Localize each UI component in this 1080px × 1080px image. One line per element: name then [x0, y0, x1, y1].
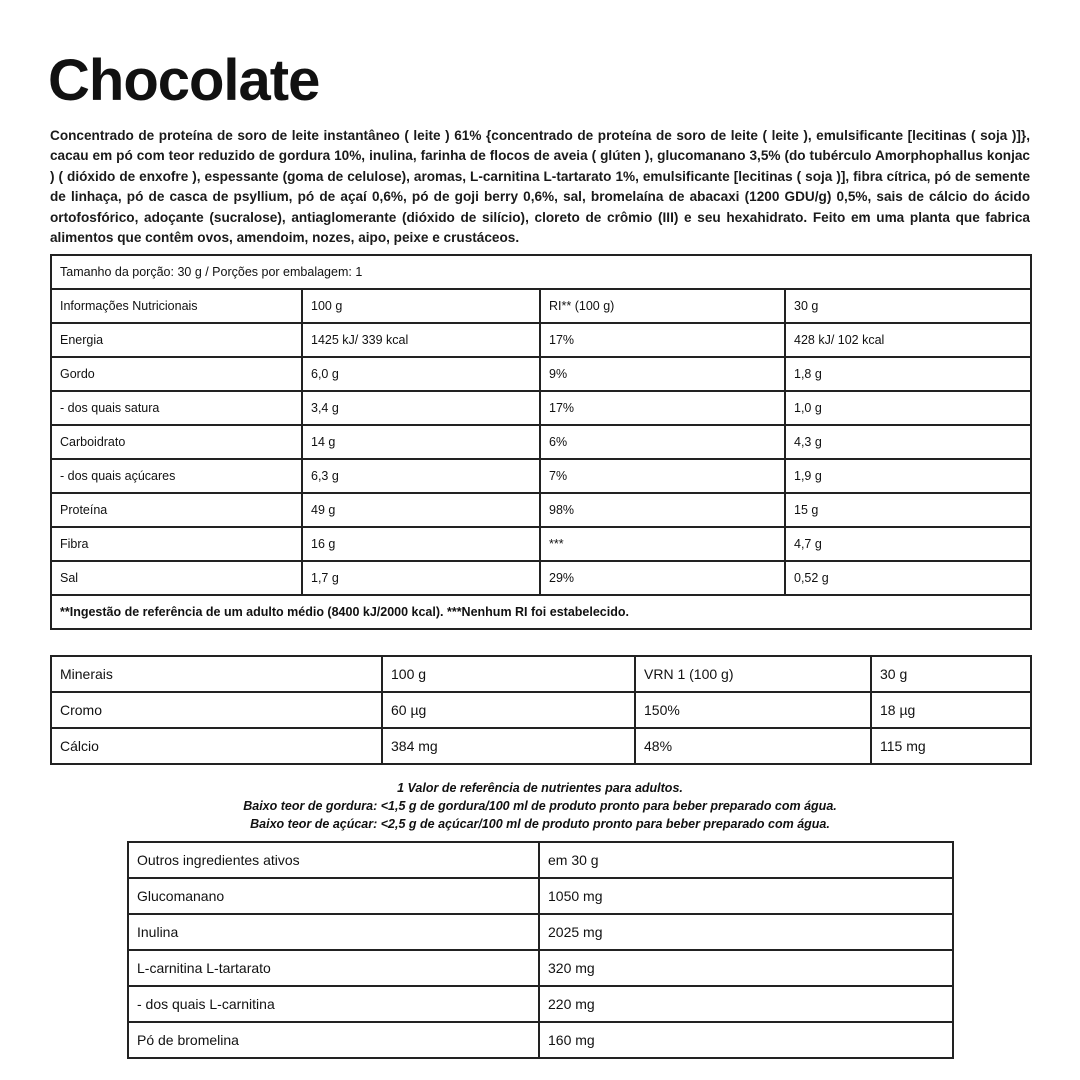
header-cell: em 30 g: [539, 842, 953, 878]
note-line: Baixo teor de gordura: <1,5 g de gordura/100 ml de produto pronto para beber preparado com água.: [243, 799, 837, 813]
table-header-row: [51, 656, 1031, 692]
table-cell: Pó de bromelina: [128, 1022, 539, 1058]
table-cell: Inulina: [128, 914, 539, 950]
table-row: [51, 493, 1031, 527]
table-cell: L-carnitina L-tartarato: [128, 950, 539, 986]
table-cell: 17%: [540, 323, 785, 357]
table-row: [51, 323, 1031, 357]
table-cell: Cálcio: [51, 728, 382, 764]
table-cell: 16 g: [302, 527, 540, 561]
minerals-table: [50, 655, 1032, 765]
table-row: [51, 391, 1031, 425]
table-cell: - dos quais açúcares: [51, 459, 302, 493]
header-cell: 100 g: [302, 289, 540, 323]
table-cell: ***: [540, 527, 785, 561]
notes: [0, 779, 1080, 833]
header-cell: 30 g: [871, 656, 1031, 692]
table-cell: Carboidrato: [51, 425, 302, 459]
table-cell: 2025 mg: [539, 914, 953, 950]
table-cell: 6,0 g: [302, 357, 540, 391]
header-cell: 100 g: [382, 656, 635, 692]
header-cell: Minerais: [51, 656, 382, 692]
table-cell: Energia: [51, 323, 302, 357]
table-row: [51, 527, 1031, 561]
table-cell: 220 mg: [539, 986, 953, 1022]
table-cell: 29%: [540, 561, 785, 595]
serving-cell: Tamanho da porção: 30 g / Porções por embalagem: 1: [51, 255, 1031, 289]
table-cell: - dos quais satura: [51, 391, 302, 425]
table-cell: 6%: [540, 425, 785, 459]
ingredients-text: Concentrado de proteína de soro de leite instantâneo ( leite ) 61% {concentrado de proteína de soro de leite ( leite ), emulsificante [lecitinas ( soja )]}, cacau em pó com teor reduzido de gordura 10%, inulina, farinha de flocos de aveia ( glúten ), glucomanano 3,5% (do tubérculo Amorphophallus konjac ) ( dióxido de enxofre ), espessante (goma de celulose), aromas, L-carnitina L-tartarato 1%, emulsificante [lecitinas ( soja )], fibra cítrica, pó de semente de linhaça, pó de casca de psyllium, pó de açaí 0,6%, pó de goji berry 0,6%, sal, bromelaína de abacaxi (1200 GDU/g) 0,5%, sais de cálcio do ácido ortofosfórico, adoçante (sucralose), antiaglomerante (dióxido de silício), cloreto de crômio (III) e seu hexahidrato. Feito em uma planta que fabrica alimentos que contêm ovos, amendoim, nozes, aipo, peixe e crustáceos.: [50, 128, 1030, 246]
table-cell: 49 g: [302, 493, 540, 527]
table-cell: Sal: [51, 561, 302, 595]
note-line: Baixo teor de açúcar: <2,5 g de açúcar/100 ml de produto pronto para beber preparado com água.: [250, 817, 830, 831]
table-cell: 6,3 g: [302, 459, 540, 493]
table-row: [51, 425, 1031, 459]
table-cell: 14 g: [302, 425, 540, 459]
header-cell: 30 g: [785, 289, 1031, 323]
table-cell: Cromo: [51, 692, 382, 728]
table-cell: - dos quais L-carnitina: [128, 986, 539, 1022]
note-line: 1 Valor de referência de nutrientes para adultos.: [397, 781, 683, 795]
table-cell: 98%: [540, 493, 785, 527]
table-cell: Glucomanano: [128, 878, 539, 914]
footnote-row: [51, 595, 1031, 629]
table-cell: 1050 mg: [539, 878, 953, 914]
table-cell: 1,0 g: [785, 391, 1031, 425]
header-cell: Outros ingredientes ativos: [128, 842, 539, 878]
table-cell: 1425 kJ/ 339 kcal: [302, 323, 540, 357]
table-cell: 9%: [540, 357, 785, 391]
table-cell: 428 kJ/ 102 kcal: [785, 323, 1031, 357]
table-row: [51, 459, 1031, 493]
table-header-row: [51, 289, 1031, 323]
serving-row: [51, 255, 1031, 289]
table-cell: 160 mg: [539, 1022, 953, 1058]
table-row: [128, 950, 953, 986]
table-cell: 4,3 g: [785, 425, 1031, 459]
table-cell: 4,7 g: [785, 527, 1031, 561]
table-cell: 17%: [540, 391, 785, 425]
table-cell: Fibra: [51, 527, 302, 561]
table-cell: 60 µg: [382, 692, 635, 728]
header-cell: VRN 1 (100 g): [635, 656, 871, 692]
header-cell: RI** (100 g): [540, 289, 785, 323]
header-cell: Informações Nutricionais: [51, 289, 302, 323]
table-row: [128, 1022, 953, 1058]
table-cell: 1,8 g: [785, 357, 1031, 391]
table-row: [51, 357, 1031, 391]
table-row: [51, 728, 1031, 764]
table-row: [51, 561, 1031, 595]
nutrition-table: [50, 254, 1032, 630]
table-row: [51, 692, 1031, 728]
page-title: Chocolate: [48, 48, 320, 113]
table-cell: 18 µg: [871, 692, 1031, 728]
table-cell: 15 g: [785, 493, 1031, 527]
table-cell: 7%: [540, 459, 785, 493]
table-cell: 320 mg: [539, 950, 953, 986]
table-row: [128, 914, 953, 950]
table-cell: 48%: [635, 728, 871, 764]
table-cell: 150%: [635, 692, 871, 728]
table-cell: 384 mg: [382, 728, 635, 764]
other-ingredients-table: [127, 841, 954, 1059]
table-cell: 0,52 g: [785, 561, 1031, 595]
table-cell: Gordo: [51, 357, 302, 391]
table-cell: 1,9 g: [785, 459, 1031, 493]
table-cell: 1,7 g: [302, 561, 540, 595]
table-cell: Proteína: [51, 493, 302, 527]
table-cell: 3,4 g: [302, 391, 540, 425]
table-header-row: [128, 842, 953, 878]
table-cell: 115 mg: [871, 728, 1031, 764]
table-row: [128, 878, 953, 914]
table-row: [128, 986, 953, 1022]
footnote-cell: **Ingestão de referência de um adulto médio (8400 kJ/2000 kcal). ***Nenhum RI foi estabelecido.: [51, 595, 1031, 629]
